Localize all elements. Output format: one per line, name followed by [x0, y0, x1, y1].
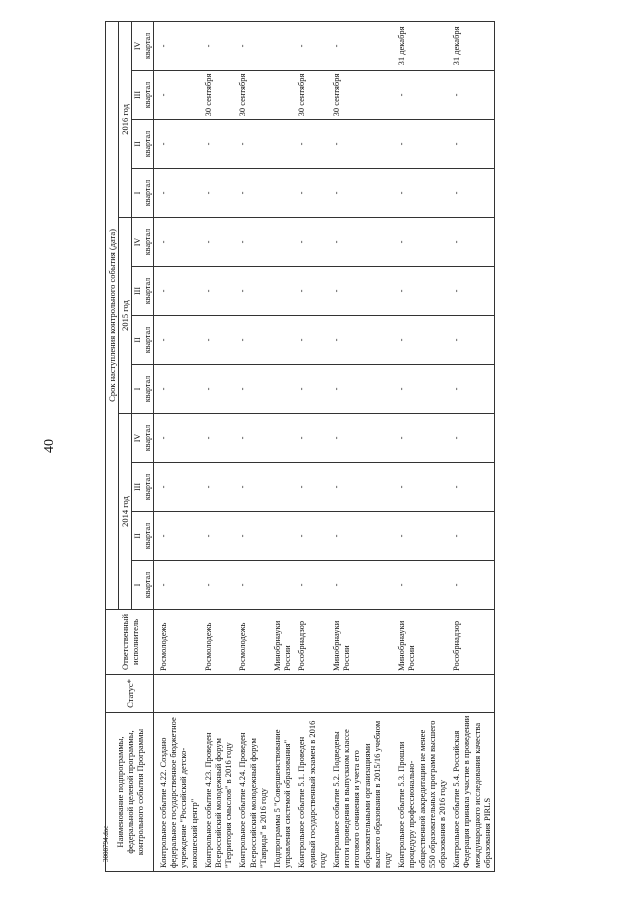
quarter-date-cell: - — [329, 316, 394, 365]
executor-cell: Минобрнауки России — [394, 610, 449, 675]
quarter-date-cell — [270, 120, 294, 169]
event-name-cell: Контрольное событие 5.2. Подведены итоги проведения в выпускном классе итогового сочинения и учета его образовательными организациями высшего образования в 2015/16 учебном году — [329, 713, 394, 872]
status-cell — [394, 675, 449, 713]
quarter-date-cell — [270, 463, 294, 512]
quarter-date-cell — [270, 169, 294, 218]
quarter-date-cell: - — [294, 169, 329, 218]
quarter-date-cell: - — [394, 463, 449, 512]
executor-cell: Росмолодежь — [201, 610, 236, 675]
quarter-date-cell: - — [154, 463, 201, 512]
quarter-date-cell: - — [154, 316, 201, 365]
executor-cell: Росмолодежь — [235, 610, 270, 675]
quarter-date-cell: 30 сентября — [329, 71, 394, 120]
event-name-cell: Контрольное событие 5.3. Прошли процедуру профессионально-общественной аккредитации не менее 550 образовательных программ высшего образования в 2016 году — [394, 713, 449, 872]
quarter-date-cell: - — [329, 365, 394, 414]
quarter-date-cell: - — [449, 267, 494, 316]
quarter-date-cell: - — [449, 414, 494, 463]
quarter-date-cell — [270, 365, 294, 414]
header-name: Наименование подпрограммы, федеральной целевой программы, контрольного события Программы — [106, 713, 154, 872]
quarter-date-cell: - — [294, 120, 329, 169]
quarter-date-cell — [270, 267, 294, 316]
quarter-date-cell: - — [154, 414, 201, 463]
quarter-date-cell: - — [154, 169, 201, 218]
quarter-date-cell: 31 декабря — [394, 21, 449, 70]
quarter-date-cell: - — [449, 316, 494, 365]
quarter-date-cell: - — [201, 316, 236, 365]
quarter-date-cell: 31 декабря — [449, 21, 494, 70]
quarter-date-cell: - — [394, 365, 449, 414]
table-row — [329, 21, 394, 871]
quarter-date-cell: - — [294, 218, 329, 267]
event-name-cell: Подпрограмма 5 "Совершенствование управления системой образования" — [270, 713, 294, 872]
quarter-date-cell: - — [294, 316, 329, 365]
quarter-date-cell — [270, 21, 294, 70]
quarter-date-cell: - — [394, 512, 449, 561]
quarter-date-cell: - — [294, 512, 329, 561]
quarter-date-cell: - — [235, 21, 270, 70]
quarter-date-cell: - — [201, 267, 236, 316]
quarter-date-cell: - — [201, 120, 236, 169]
quarter-date-cell: - — [154, 512, 201, 561]
quarter-date-cell: - — [394, 316, 449, 365]
event-name-cell: Контрольное событие 4.24. Проведен Всероссийский молодежный форум "Таврида" в 2016 году — [235, 713, 270, 872]
quarter-date-cell: - — [329, 561, 394, 610]
event-name-cell: Контрольное событие 4.22. Создано федеральное государственное бюджетное учреждение "Российский детско-юношеский центр" — [154, 713, 201, 872]
header-status: Статус* — [106, 675, 154, 713]
event-name-cell: Контрольное событие 5.1. Проведен единый государственный экзамен в 2016 году — [294, 713, 329, 872]
quarter-date-cell: - — [235, 463, 270, 512]
event-name-cell: Контрольное событие 4.23. Проведен Всероссийский молодежный форум "Территория смыслов" в 2016 году — [201, 713, 236, 872]
quarter-date-cell: - — [294, 21, 329, 70]
quarter-date-cell — [270, 561, 294, 610]
quarter-date-cell: - — [449, 169, 494, 218]
table-row — [294, 21, 329, 871]
quarter-date-cell: - — [329, 21, 394, 70]
table-row — [201, 21, 236, 871]
header-year-2015: 2015 год — [119, 218, 132, 414]
quarter-date-cell: - — [294, 365, 329, 414]
header-quarter: III квартал — [132, 463, 154, 512]
quarter-date-cell: - — [294, 414, 329, 463]
quarter-date-cell: - — [154, 365, 201, 414]
status-cell — [270, 675, 294, 713]
header-quarter: II квартал — [132, 316, 154, 365]
table-row — [394, 21, 449, 871]
header-quarter: IV квартал — [132, 218, 154, 267]
quarter-date-cell: - — [201, 169, 236, 218]
quarter-date-cell: - — [449, 561, 494, 610]
footer-doc-code: 3008794.doc — [102, 825, 110, 862]
table-body — [154, 21, 495, 871]
quarter-date-cell: - — [294, 463, 329, 512]
quarter-date-cell — [270, 414, 294, 463]
quarter-date-cell: - — [449, 365, 494, 414]
quarter-date-cell: - — [154, 218, 201, 267]
rotated-table-container — [105, 22, 535, 872]
quarter-date-cell: - — [201, 561, 236, 610]
header-quarter: I квартал — [132, 365, 154, 414]
quarter-date-cell: - — [235, 316, 270, 365]
header-quarter: I квартал — [132, 561, 154, 610]
header-quarter: II квартал — [132, 120, 154, 169]
quarter-date-cell: - — [201, 512, 236, 561]
header-executor: Ответственный исполнитель — [106, 610, 154, 675]
quarter-date-cell: - — [154, 21, 201, 70]
quarter-date-cell: - — [294, 561, 329, 610]
executor-cell: Рособрнадзор — [449, 610, 494, 675]
quarter-date-cell: - — [235, 267, 270, 316]
quarter-date-cell: - — [394, 218, 449, 267]
quarter-date-cell: - — [394, 414, 449, 463]
header-deadline: Срок наступления контрольного события (дата) — [106, 21, 119, 609]
quarter-date-cell: - — [201, 21, 236, 70]
quarter-date-cell: - — [329, 120, 394, 169]
executor-cell: Росмолодежь — [154, 610, 201, 675]
quarter-date-cell: - — [201, 218, 236, 267]
quarter-date-cell: - — [329, 169, 394, 218]
header-quarter: III квартал — [132, 267, 154, 316]
header-year-2014: 2014 год — [119, 414, 132, 610]
quarter-date-cell: - — [154, 561, 201, 610]
quarter-date-cell: - — [394, 267, 449, 316]
executor-cell: Минобрнауки России — [329, 610, 394, 675]
quarter-date-cell: - — [154, 267, 201, 316]
status-cell — [294, 675, 329, 713]
quarter-date-cell: - — [235, 218, 270, 267]
quarter-date-cell: - — [449, 512, 494, 561]
table-row — [235, 21, 270, 871]
header-quarter: IV квартал — [132, 21, 154, 70]
table-row — [154, 21, 201, 871]
header-year-2016: 2016 год — [119, 21, 132, 217]
quarter-date-cell: - — [235, 365, 270, 414]
quarter-date-cell: 30 сентября — [294, 71, 329, 120]
quarter-date-cell — [270, 218, 294, 267]
quarter-date-cell: - — [394, 120, 449, 169]
quarter-date-cell: - — [235, 561, 270, 610]
quarter-date-cell: - — [201, 414, 236, 463]
event-name-cell: Контрольное событие 5.4. Российская Федерация приняла участие в проведении международного исследования качества образования PIRLS — [449, 713, 494, 872]
quarter-date-cell — [270, 71, 294, 120]
quarter-date-cell: 30 сентября — [201, 71, 236, 120]
page-number: 40 — [42, 439, 57, 453]
quarter-date-cell: - — [394, 169, 449, 218]
quarter-date-cell: - — [329, 463, 394, 512]
header-quarter: I квартал — [132, 169, 154, 218]
header-quarter: IV квартал — [132, 414, 154, 463]
quarter-date-cell: - — [235, 169, 270, 218]
quarter-date-cell: - — [329, 218, 394, 267]
executor-cell: Минобрнауки России — [270, 610, 294, 675]
quarter-date-cell: - — [235, 512, 270, 561]
status-cell — [329, 675, 394, 713]
quarter-date-cell: - — [201, 463, 236, 512]
control-events-table — [105, 21, 495, 872]
executor-cell: Рособрнадзор — [294, 610, 329, 675]
quarter-date-cell: - — [394, 561, 449, 610]
quarter-date-cell: - — [329, 512, 394, 561]
quarter-date-cell: - — [394, 71, 449, 120]
quarter-date-cell: - — [154, 71, 201, 120]
table-row — [449, 21, 494, 871]
quarter-date-cell: 30 сентября — [235, 71, 270, 120]
status-cell — [449, 675, 494, 713]
quarter-date-cell: - — [329, 414, 394, 463]
status-cell — [201, 675, 236, 713]
quarter-date-cell: - — [449, 463, 494, 512]
quarter-date-cell: - — [449, 71, 494, 120]
quarter-date-cell: - — [235, 414, 270, 463]
header-quarter: II квартал — [132, 512, 154, 561]
quarter-date-cell: - — [329, 267, 394, 316]
table-row — [270, 21, 294, 871]
quarter-date-cell — [270, 316, 294, 365]
header-quarter: III квартал — [132, 71, 154, 120]
quarter-date-cell: - — [449, 218, 494, 267]
quarter-date-cell: - — [449, 120, 494, 169]
quarter-date-cell: - — [235, 120, 270, 169]
status-cell — [235, 675, 270, 713]
quarter-date-cell — [270, 512, 294, 561]
quarter-date-cell: - — [154, 120, 201, 169]
quarter-date-cell: - — [294, 267, 329, 316]
status-cell — [154, 675, 201, 713]
quarter-date-cell: - — [201, 365, 236, 414]
